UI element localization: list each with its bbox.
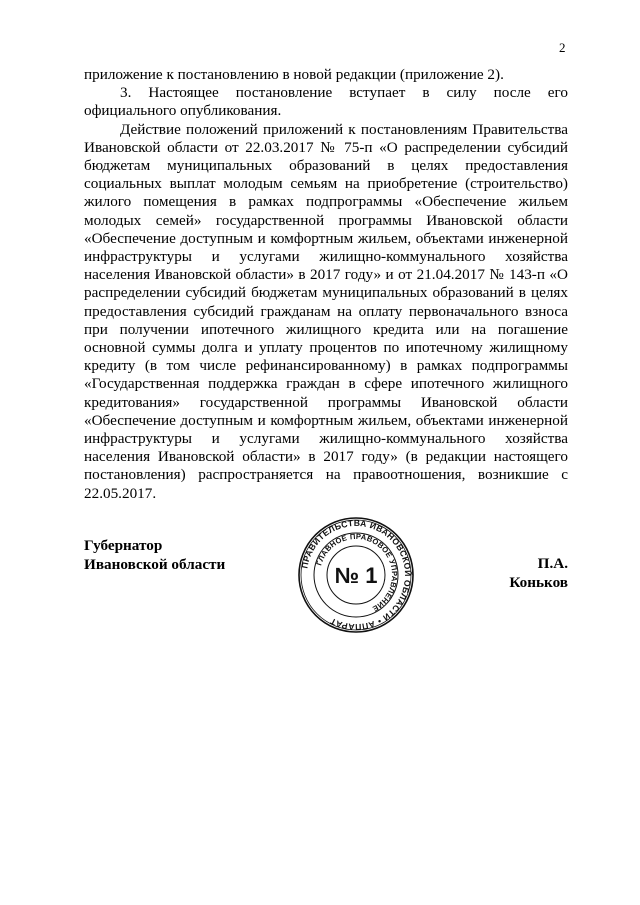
seal-outer-text: ПРАВИТЕЛЬСТВА ИВАНОВСКОЙ ОБЛАСТИ • АППАРАТ: [299, 517, 414, 633]
signatory-title-line1: Губернатор: [84, 537, 163, 554]
document-body: [84, 66, 568, 503]
page-number: 2: [559, 40, 566, 55]
signatory-title-line2: Ивановской области: [84, 555, 226, 573]
signatory-title: [84, 537, 225, 574]
seal-number: № 1: [334, 563, 378, 588]
paragraph-effect: Действие положений приложений к постановлениям Правительства Ивановской области от 22.03.2017 № 75-п «О распределении субсидий бюджетам муниципальных образований в целях предоставления социальных выплат молодым семьям на приобретение (строительство) жилого помещения в рамках подпрограммы «Обеспечение жильем молодых семей» государственной программы Ивановской области «Обеспечение доступным и комфортным жильем, объектами инженерной инфраструктуры и услугами жилищно-коммунального хозяйства населения Ивановской области» в 2017 году» и от 21.04.2017 № 143-п «О распределении субсидий бюджетам муниципальных образований в целях предоставления субсидий гражданам на оплату первоначального взноса при получении ипотечного жилищного кредита или на погашение основной суммы долга и уплату процентов по ипотечному жилищному кредиту (в том числе рефинансированному) в рамках подпрограммы «Государственная поддержка граждан в сфере ипотечного жилищного кредитования» государственной программы Ивановской области «Обеспечение доступным и комфортным жильем, объектами инженерной инфраструктуры и услугами жилищно-коммунального хозяйства населения Ивановской области» в 2017 году» (в редакции настоящего постановления) распространяется на правоотношения, возникшие с 22.05.2017.: [84, 120, 568, 502]
official-seal-stamp: [296, 515, 416, 635]
seal-inner-text: ГЛАВНОЕ ПРАВОВОЕ УПРАВЛЕНИЕ: [314, 531, 400, 614]
paragraph-item-3: 3. Настоящее постановление вступает в силу после его официального опубликования.: [84, 84, 568, 120]
signatory-name: П.А. Коньков: [509, 555, 568, 591]
paragraph-continuation: приложение к постановлению в новой редакции (приложение 2).: [84, 66, 504, 83]
